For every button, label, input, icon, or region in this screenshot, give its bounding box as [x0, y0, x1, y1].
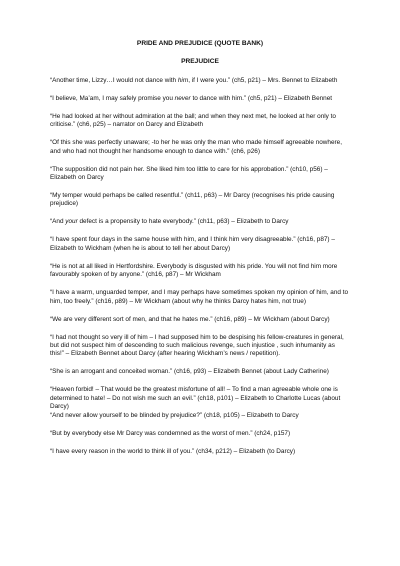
quote-2: “I believe, Ma’am, I may safely promise you never to dance with him.” (ch5, p21) – Elizabeth Bennet [50, 94, 333, 102]
quote-10: “I have a warm, unguarded temper, and I may perhaps have sometimes spoken my opinion of him, and to him, too freely.” (ch16, p89) – Mr Wickham (about why he thinks Darcy hates him, not true) [50, 289, 349, 305]
emphasis: your [65, 218, 78, 226]
quote-13: “She is an arrogant and conceited woman.” (ch16, p93) – Elizabeth Bennet (about Lady Catherine) [50, 368, 329, 376]
quote-4: “Of this she was perfectly unaware; -to her he was only the man who made himself agreeable nowhere, and who had not thought her handsome enough to dance with.” (ch6, p26) [50, 139, 342, 155]
quote-14: “Heaven forbid! – That would be the greatest misfortune of all! – To find a man agreeable whole one is determined to hate! – Do not wish me such an evil.” (ch18, p101) – Elizabeth to Charlotte Lucas (about Darcy) [50, 386, 341, 411]
quote-5: “The supposition did not pain her. She liked him too little to care for his approbation.” (ch10, p56) – Elizabeth on Darcy [50, 165, 328, 182]
quote-7: “And your defect is a propensity to hate everybody.” (ch11, p63) – Elizabeth to Darcy [50, 218, 289, 226]
quote-1: “Another time, Lizzy…I would not dance with him, if I were you.” (ch5, p21) – Mrs. Bennet to Elizabeth [50, 76, 338, 84]
document-title: PRIDE AND PREJUDICE (QUOTE BANK) [136, 40, 264, 47]
emphasis: him [177, 76, 189, 84]
quote-8: “I have spent four days in the same house with him, and I think him very disagreeable.” (ch16, p87) – Elizabeth to Wickham (when he is about to tell her about Darcy) [50, 236, 335, 252]
quote-12: “I had not thought so very ill of him – I had supposed him to be despising his fellow-creatures in general, but did not suspect him of descending to such malicious revenge, such injustice , such inhumanity as this!” – Elizabeth Bennet about Darcy (after hearing Wickham’s news / repetition). [50, 333, 344, 358]
emphasis: never [174, 94, 191, 102]
quote-17: “I have every reason in the world to think ill of you.” (ch34, p212) – Elizabeth (to Darcy) [50, 447, 296, 455]
quote-15: “And never allow yourself to be blinded by prejudice?” (ch18, p105) – Elizabeth to Darcy [50, 411, 299, 419]
quote-11: “We are very different sort of men, and that he hates me.” (ch16, p89) – Mr Wickham (about Darcy) [50, 315, 330, 323]
quote-6: “My temper would perhaps be called resentful.” (ch11, p63) – Mr Darcy (recognises his pride causing prejudice) [50, 192, 335, 208]
section-heading: PREJUDICE [181, 58, 219, 66]
quote-9: “He is not at all liked in Hertfordshire. Everybody is disgusted with his pride. You will not find him more favourably spoken of by anyone.” (ch16, p87) – Mr Wickham [50, 262, 338, 279]
quote-16: “But by everybody else Mr Darcy was condemned as the worst of men.” (ch24, p157) [50, 429, 291, 437]
quote-3: “He had looked at her without admiration at the ball; and when they next met, he looked at her only to criticise.” (ch6, p25) – narrator on Darcy and Elizabeth [50, 112, 336, 129]
